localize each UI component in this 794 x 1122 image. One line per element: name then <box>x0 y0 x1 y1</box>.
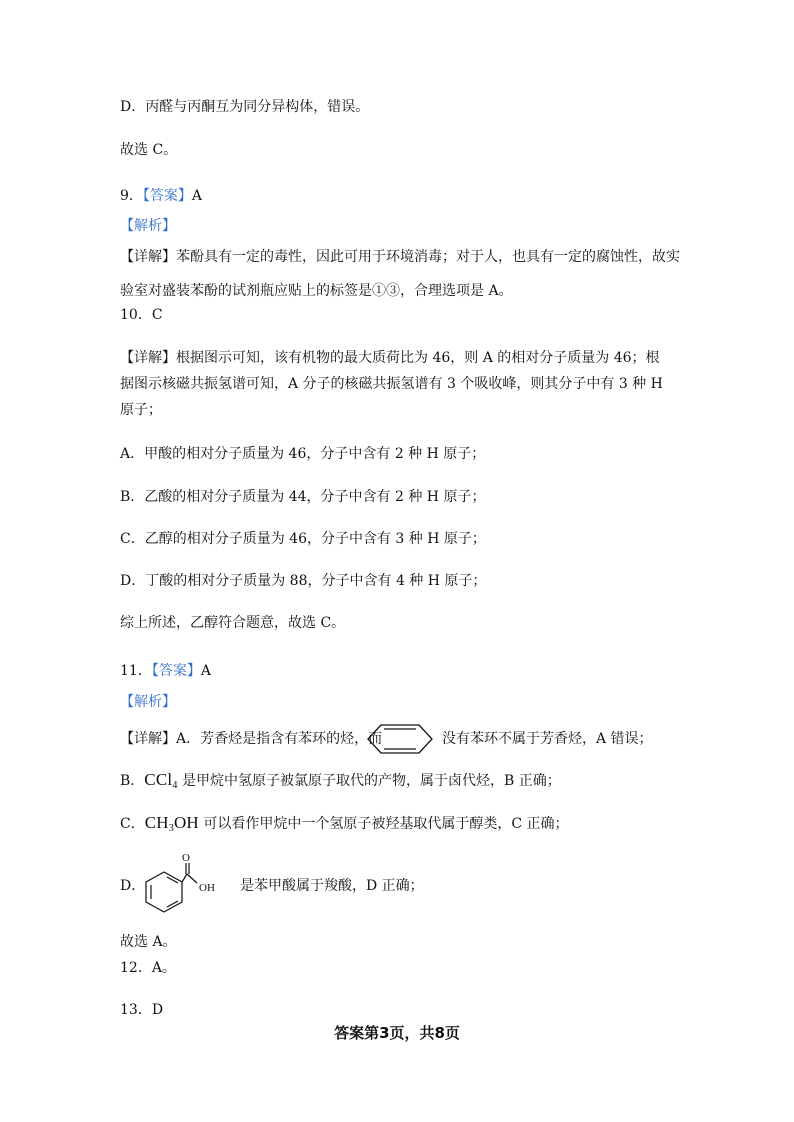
question-number: 11． <box>120 663 152 679</box>
formula-main: CCl <box>144 770 173 789</box>
question-12-answer: 12．A。 <box>120 960 176 976</box>
question-13-answer: 13．D <box>120 1002 164 1018</box>
analysis-tag: 【解析】 <box>120 694 176 710</box>
option-b: B．乙酸的相对分子质量为 44，分子中含有 2 种 H 原子； <box>120 489 486 505</box>
question-9-detail <box>120 247 680 267</box>
detail-text: 根据图示可知，该有机物的最大质荷比为 46，则 A 的相对分子质量为 46；根 <box>176 350 660 366</box>
formula-main: CH <box>144 813 169 832</box>
question-number: 9． <box>120 188 143 204</box>
option-label: C． <box>120 816 145 832</box>
analysis-tag: 【解析】 <box>120 218 176 234</box>
question-11-detail-b <box>120 770 561 791</box>
formula-subscript: 3 <box>168 823 174 834</box>
detail-text: 没有苯环不属于芳香烃，A 错误； <box>442 731 653 747</box>
text-line: 故选 C。 <box>120 142 178 158</box>
option-c: C．乙醇的相对分子质量为 46，分子中含有 3 种 H 原子； <box>120 531 486 547</box>
question-11-detail-a <box>120 729 382 749</box>
detail-text: A．芳香烃是指含有苯环的烃，而 <box>176 731 383 747</box>
answer-tag: 【答案】 <box>151 663 201 679</box>
page-footer: 答案第3页，共8页 <box>334 1024 460 1042</box>
question-11-detail-c <box>120 813 569 834</box>
struct-oxygen-label: O <box>182 852 190 864</box>
answer-tag: 【答案】 <box>142 188 192 204</box>
detail-text: 是苯甲酸属于羧酸，D 正确； <box>240 878 424 894</box>
detail-text: 可以看作甲烷中一个氢原子被羟基取代属于醇类，C 正确； <box>203 816 569 832</box>
question-10-detail <box>120 348 660 368</box>
question-11-answer <box>120 661 211 681</box>
detail-text: 苯酚具有一定的毒性，因此可用于环境消毒；对于人，也具有一定的腐蚀性，故实 <box>176 249 680 265</box>
conclusion: 故选 A。 <box>120 934 177 950</box>
text-line: D．丙醛与丙酮互为同分异构体，错误。 <box>120 99 370 115</box>
struct-hydroxyl-label: OH <box>199 882 215 894</box>
text-line: 验室对盛装苯酚的试剂瓶应贴上的标签是①③，合理选项是 A。 <box>120 283 513 299</box>
cyclohexadiene-structure <box>366 723 434 755</box>
benzoic-acid-structure <box>142 852 234 918</box>
conclusion: 综上所述，乙醇符合题意，故选 C。 <box>120 615 346 631</box>
text-line: 原子； <box>120 402 162 418</box>
formula-ch3oh <box>145 813 199 832</box>
detail-tag: 【详解】 <box>120 249 176 265</box>
answer-value: A <box>191 188 203 204</box>
formula-main: OH <box>173 813 199 832</box>
detail-tag: 【详解】 <box>120 350 176 366</box>
option-d: D．丁酸的相对分子质量为 88，分子中含有 4 种 H 原子； <box>120 573 487 589</box>
question-10-answer: 10．C <box>120 307 163 323</box>
formula-subscript: 4 <box>172 780 178 791</box>
text-line: 据图示核磁共振氢谱可知，A 分子的核磁共振氢谱有 3 个吸收峰，则其分子中有 3 种 H <box>120 376 663 392</box>
detail-text: 是甲烷中氢原子被氯原子取代的产物，属于卤代烃，B 正确； <box>181 773 561 789</box>
option-label: D． <box>120 878 146 894</box>
option-a: A．甲酸的相对分子质量为 46，分子中含有 2 种 H 原子； <box>120 446 486 462</box>
detail-tag: 【详解】 <box>120 731 176 747</box>
question-9-answer <box>120 186 202 206</box>
answer-value: A <box>200 663 211 679</box>
option-label: B． <box>120 773 145 789</box>
formula-ccl4 <box>144 770 177 789</box>
